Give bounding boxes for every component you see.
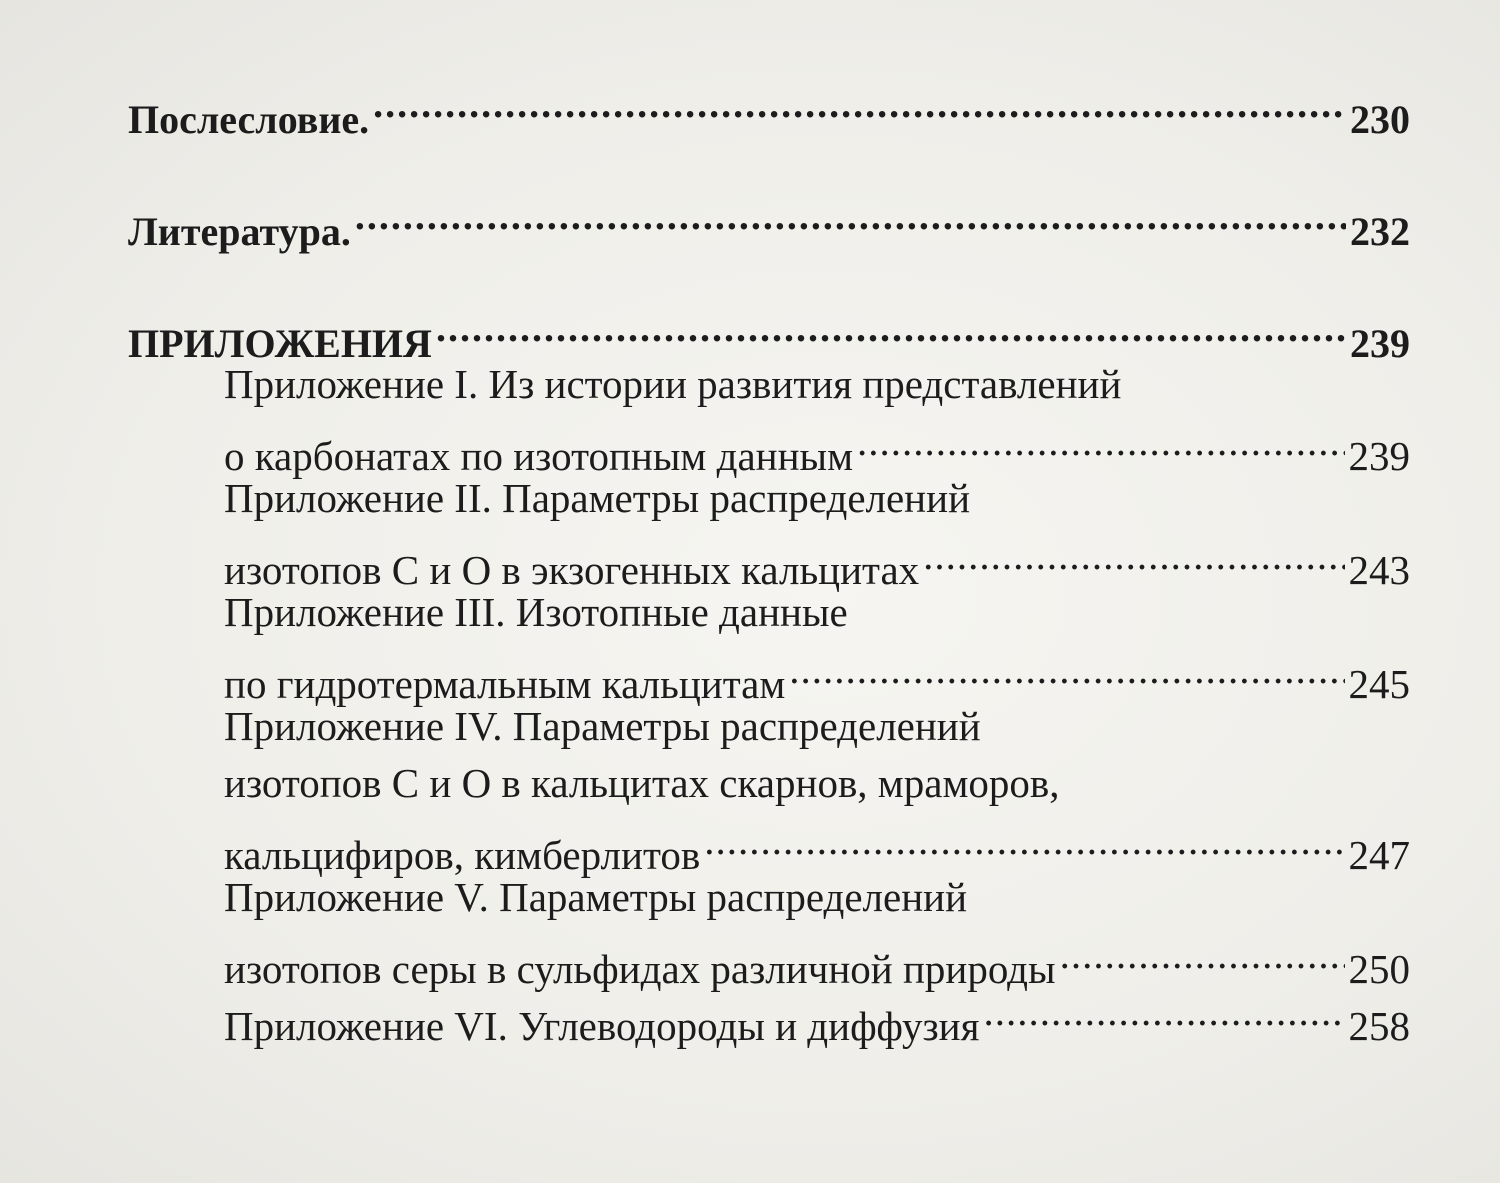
toc-appendix-4-line-2: изотопов С и О в кальцитах скарнов, мраморов, <box>224 760 1060 806</box>
toc-appendix-3-line-1: Приложение III. Изотопные данные <box>224 589 848 635</box>
toc-page-number: 243 <box>1348 547 1410 593</box>
toc-appendix-5[interactable] <box>224 925 1410 992</box>
dot-leader <box>853 412 1344 470</box>
toc-entry-title: Литература. <box>128 209 351 254</box>
toc-entry-title: изотопов С и О в экзогенных кальцитах <box>224 547 920 593</box>
toc-appendix-5-line-1: Приложение V. Параметры распределений <box>224 874 968 920</box>
toc-entry-title: кальцифиров, кимберлитов <box>224 832 701 878</box>
toc-entry-appendices[interactable] <box>128 299 1410 366</box>
dot-leader <box>979 982 1344 1040</box>
toc-entry-title: Приложение VI. Углеводороды и диффузия <box>224 1003 980 1049</box>
dot-leader <box>919 526 1344 584</box>
dot-leader <box>700 811 1344 869</box>
toc-entry-title: о карбонатах по изотопным данным <box>224 433 854 479</box>
toc-entry-title: изотопов серы в сульфидах различной природы <box>224 946 1056 992</box>
dot-leader <box>351 187 1346 245</box>
toc-entry-title: по гидротермальным кальцитам <box>224 661 786 707</box>
toc-appendix-3[interactable] <box>224 640 1410 707</box>
toc-page-number: 247 <box>1348 832 1410 878</box>
toc-page-number: 230 <box>1350 97 1410 142</box>
toc-page-number: 245 <box>1348 661 1410 707</box>
toc-appendix-4-line-1: Приложение IV. Параметры распределений <box>224 703 981 749</box>
dot-leader <box>432 299 1346 357</box>
toc-entry-title: ПРИЛОЖЕНИЯ <box>128 321 432 366</box>
toc-appendix-6[interactable] <box>224 982 1410 1049</box>
dot-leader <box>1056 925 1345 983</box>
toc-appendix-2[interactable] <box>224 526 1410 593</box>
toc-entry-title: Послесловие. <box>128 97 370 142</box>
dot-leader <box>785 640 1344 698</box>
toc-page-number: 258 <box>1348 1003 1410 1049</box>
toc-appendix-4[interactable] <box>224 811 1410 878</box>
toc-entry-literature[interactable] <box>128 187 1410 254</box>
toc-page-number: 250 <box>1348 946 1410 992</box>
toc-entry-afterword[interactable] <box>128 75 1410 142</box>
toc-appendix-2-line-1: Приложение II. Параметры распределений <box>224 475 971 521</box>
toc-appendix-1-line-1: Приложение I. Из истории развития представлений <box>224 361 1122 407</box>
toc-page-number: 232 <box>1350 209 1410 254</box>
dot-leader <box>369 75 1346 133</box>
toc-appendix-1[interactable] <box>224 412 1410 479</box>
toc-page-number: 239 <box>1350 321 1410 366</box>
toc-page-number: 239 <box>1348 433 1410 479</box>
